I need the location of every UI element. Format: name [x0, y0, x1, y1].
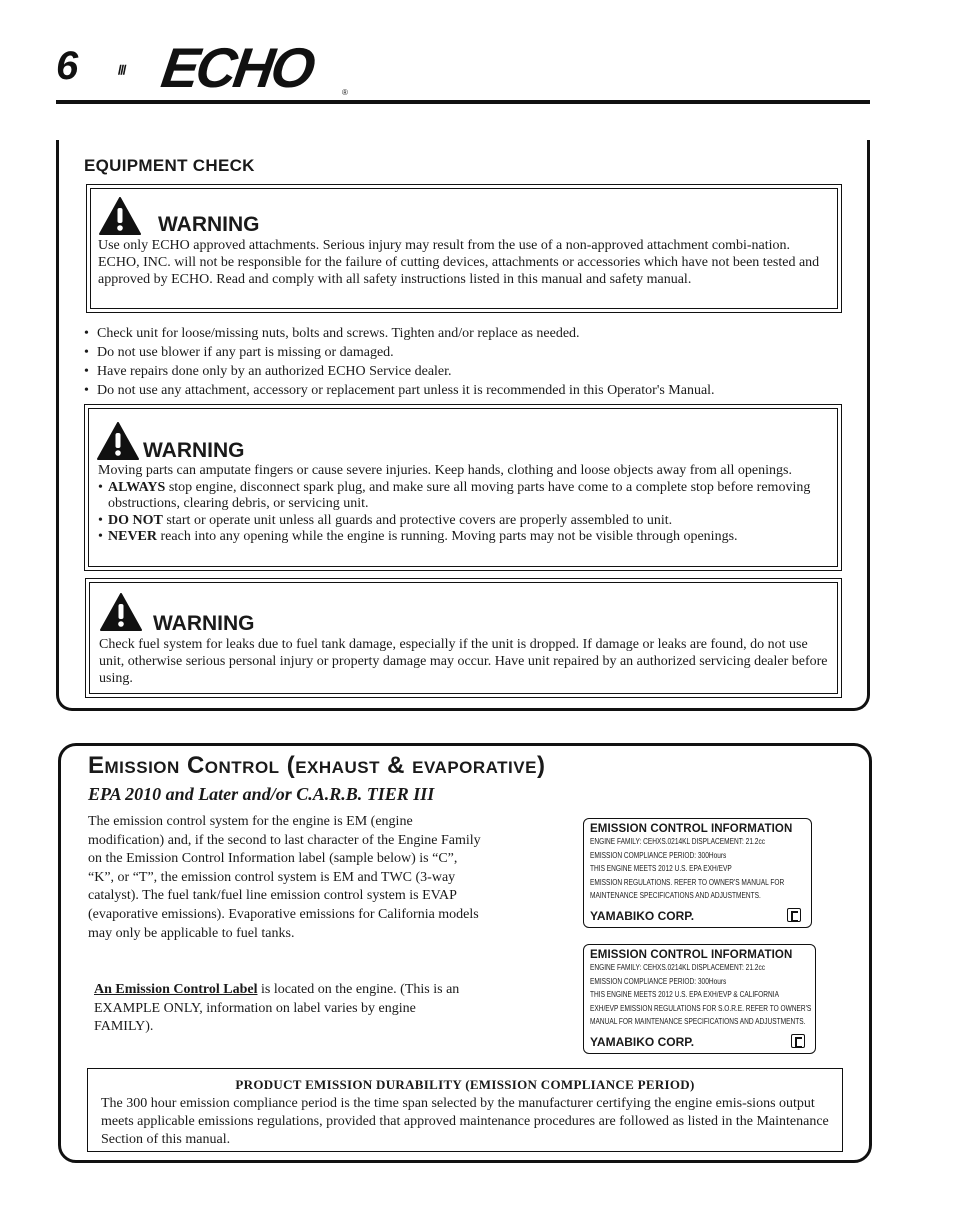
- check-list: [84, 324, 844, 400]
- list-item: • Check unit for loose/missing nuts, bolts and screws. Tighten and/or replace as needed.: [84, 324, 844, 343]
- list-item: • NEVER reach into any opening while the engine is running. Moving parts may not be visible through openings.: [98, 529, 834, 546]
- label-line: EMISSION COMPLIANCE PERIOD: 300Hours: [590, 850, 727, 860]
- list-item: • Have repairs done only by an authorized ECHO Service dealer.: [84, 362, 844, 381]
- warning-box-fuel-leaks: [85, 578, 842, 698]
- durability-text: The 300 hour emission compliance period is the time span selected by the manufacturer certifying the engine emis-sions output meets applicable emissions regulations, provided that approved maintenance procedures are followed as listed in the Maintenance Section of this manual.: [101, 1096, 829, 1147]
- emission-subtitle: EPA 2010 and Later and/or C.A.R.B. TIER III: [88, 784, 435, 804]
- label-corp: YAMABIKO CORP.: [590, 909, 695, 923]
- label-line: ENGINE FAMILY: CEHXS.0214KL DISPLACEMENT: 21.2cc: [590, 963, 766, 972]
- label-line: THIS ENGINE MEETS 2012 U.S. EPA EXH/EVP & CALIFORNIA: [590, 990, 779, 999]
- label-line: ENGINE FAMILY: CEHXS.0214KL DISPLACEMENT: 21.2cc: [590, 837, 766, 846]
- warning-intro: Moving parts can amputate fingers or cause severe injuries. Keep hands, clothing and loose objects away from all openings.: [98, 463, 792, 478]
- emission-label-note: An Emission Control Label is located on the engine. (This is an EXAMPLE ONLY, information on label varies by engine FAMILY).: [94, 982, 460, 1035]
- list-item: • ALWAYS stop engine, disconnect spark plug, and make sure all moving parts have come to a complete stop before removing obstructions, clearing debris, or servicing unit.: [98, 480, 834, 513]
- label-title: EMISSION CONTROL INFORMATION: [590, 949, 793, 961]
- label-line: EMISSION COMPLIANCE PERIOD: 300Hours: [590, 976, 727, 986]
- emission-label-sample-2: [583, 944, 816, 1054]
- emission-title: Emission Control (exhaust & evaporative): [88, 752, 546, 779]
- list-item: • DO NOT start or operate unit unless all guards and protective covers are properly assembled to unit.: [98, 513, 834, 530]
- list-item: • Do not use any attachment, accessory or replacement part unless it is recommended in this Operator's Manual.: [84, 381, 844, 400]
- engine-mark-icon: [787, 908, 801, 922]
- section-title: EQUIPMENT CHECK: [84, 156, 255, 175]
- label-line: MANUAL FOR MAINTENANCE SPECIFICATIONS AND ADJUSTMENTS.: [590, 1017, 806, 1026]
- emission-durability-box: [87, 1068, 843, 1152]
- warning-triangle-icon: [97, 422, 139, 460]
- echo-logo: ECHO: [157, 36, 317, 99]
- label-line: THIS ENGINE MEETS 2012 U.S. EPA EXH/EVP: [590, 864, 732, 873]
- warning-title: WARNING: [158, 213, 260, 236]
- warning-box-moving-parts: [84, 404, 842, 571]
- emission-paragraph: The emission control system for the engine is EM (engine modification) and, if the second to last character of the Engine Family on the Emission Control Information label (sample below) is “C”, “K”, or “T”, the emission control system is EM and TWC (3-way catalyst). The fuel tank/fuel line emission control system is EVAP (evaporative emissions). Evaporative emissions for California models may only be applicable to fuel tanks.: [88, 814, 481, 941]
- label-title: EMISSION CONTROL INFORMATION: [590, 823, 793, 835]
- label-link-text: An Emission Control Label: [94, 982, 258, 997]
- durability-title: PRODUCT EMISSION DURABILITY (EMISSION COMPLIANCE PERIOD): [235, 1077, 695, 1092]
- warning-text: [98, 463, 834, 546]
- warning-text: Use only ECHO approved attachments. Serious injury may result from the use of a non-approved attachment combi-nation. ECHO, INC. will not be responsible for the failure of cutting devices, attachments or accessories which have not been tested and approved by ECHO. Read and comply with all safety instructions listed in this manual and safety manual.: [98, 238, 820, 287]
- warning-box-attachments: [86, 184, 842, 313]
- warning-title: WARNING: [143, 439, 245, 462]
- engine-mark-icon: [791, 1034, 805, 1048]
- warning-list: [98, 480, 834, 546]
- warning-triangle-icon: [100, 593, 142, 631]
- warning-triangle-icon: [99, 197, 141, 235]
- registered-mark: ®: [342, 88, 348, 97]
- label-line: EXH/EVP EMISSION REGULATIONS FOR S.O.R.E. REFER TO OWNER'S: [590, 1003, 812, 1013]
- warning-text: Check fuel system for leaks due to fuel tank damage, especially if the unit is dropped. If damage or leaks are found, do not use unit, otherwise serious personal injury or property damage may occur. Have unit repaired by an authorized servicing dealer before using.: [99, 637, 828, 686]
- label-line: EMISSION REGULATIONS. REFER TO OWNER'S MANUAL FOR: [590, 877, 785, 887]
- label-line: MAINTENANCE SPECIFICATIONS AND ADJUSTMENTS.: [590, 891, 761, 900]
- header-rule: [56, 100, 870, 104]
- warning-title: WARNING: [153, 612, 255, 635]
- label-corp: YAMABIKO CORP.: [590, 1035, 695, 1049]
- list-item: • Do not use blower if any part is missing or damaged.: [84, 343, 844, 362]
- page-number: 6: [56, 44, 79, 88]
- emission-label-sample-1: [583, 818, 812, 928]
